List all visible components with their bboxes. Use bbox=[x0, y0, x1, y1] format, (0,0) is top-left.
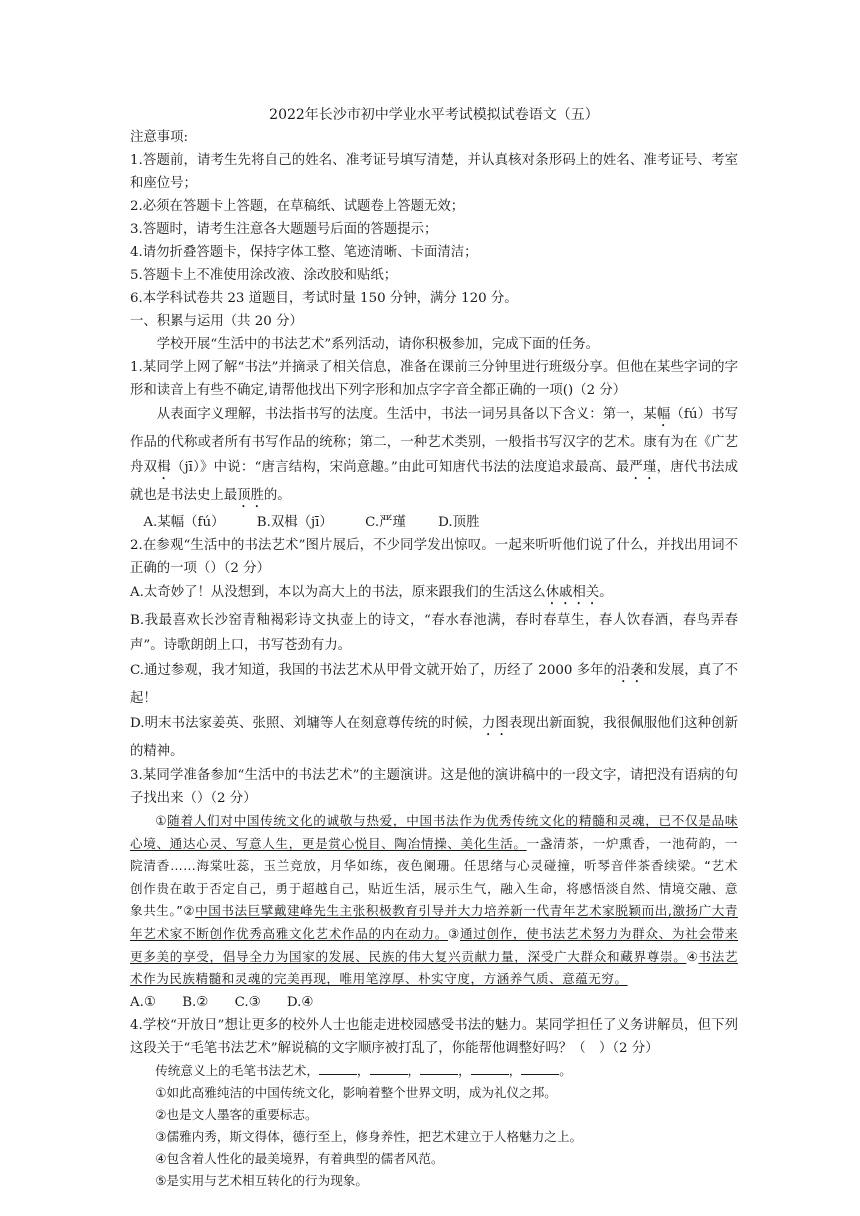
notice-item: 4.请勿折叠答题卡，保持字体工整、笔迹清晰、卡面清洁； bbox=[130, 245, 478, 260]
sentence-item: ①如此高雅纯洁的中国传统文化，影响着整个世界文明，成为礼仪之邦。 bbox=[155, 1084, 557, 1100]
option-b[interactable]: B.双楫（jī） bbox=[256, 515, 333, 530]
sentence-item: ⑤是实用与艺术相互转化的行为现象。 bbox=[155, 1172, 368, 1188]
question-1-options bbox=[130, 511, 738, 534]
section-intro: 学校开展“生活中的书法艺术”系列活动，请你积极参加，完成下面的任务。 bbox=[156, 337, 599, 352]
question-1-passage: 从表面字义理解，书法指书写的法度。生活中，书法一词另具备以下含义：第一，某幅（fú）书写作品的代称或者所有书写作品的统称；第二，一种艺术类别，一般指书写汉字的艺术。康有为在《广艺舟双楫（jī）》中说：“唐言结构，宋尚意趣。”由此可知唐代书法的法度追求最高、最严瑾，唐代书法成就也是书法史上最顶胜的。 bbox=[130, 407, 739, 503]
answer-blank[interactable] bbox=[521, 1062, 559, 1075]
dotted-word: 沿袭 bbox=[617, 663, 644, 678]
notice-heading: 注意事项: bbox=[130, 130, 189, 145]
question-2-option-a[interactable]: A.太奇妙了！从没想到，本以为高大上的书法，原来跟我们的生活这么休戚相关。 bbox=[130, 585, 613, 600]
question-3-options bbox=[130, 991, 738, 1014]
notice-item: 1.答题前，请考生先将自己的姓名、准考证号填写清楚，并认真核对条形码上的姓名、准考证号、考室和座位号； bbox=[130, 153, 738, 191]
answer-blank[interactable] bbox=[319, 1062, 357, 1075]
option-c[interactable]: C.③ bbox=[234, 994, 261, 1010]
question-3-speech: ①随着人们对中国传统文化的诚敬与热爱，中国书法作为优秀传统文化的精髓和灵魂，已不仅是品味心境、通达心灵、写意人生，更是赏心悦目、陶冶情操、美化生活。一盏清茶，一炉熏香，一池荷韵，一院清香……海棠吐蕊，玉兰竞放，月华如练，夜色阑珊。任思绪与心灵碰撞，听琴音伴茶香续梁。“艺术创作贵在敢于否定自己，勇于超越自己，贴近生活，展示生气，融入生命，将感悟淡自然、情境交融、意象共生。”②中国书法巨擘戴建峰先生主张积极教育引导并大力培养新一代青年艺术家脱颖而出,激扬广大青年艺术家不断创作优秀高雅文化艺术作品的内在动力。③通过创作，使书法艺术努力为群众、为社会带来更多美的享受，倡导全力为国家的发展、民族的伟大复兴贡献力量，深受广大群众和藏界尊崇。④书法艺术作为民族精髓和灵魂的完美再现，唯用笔淳厚、朴实守度，方涵养气质、意蕴无穷。 bbox=[130, 813, 739, 987]
sentence-item: ④包含着人性化的最美境界，有着典型的儒者风范。 bbox=[155, 1150, 444, 1166]
notice-item: 2.必须在答题卡上答题，在草稿纸、试题卷上答题无效； bbox=[130, 199, 465, 214]
sentence-1: 随着人们对中国传统文化的诚敬与热爱，中国书法作为优秀传统文化的精髓和灵魂，已不仅是品味心境、通达心灵、写意人生，更是赏心悦目、陶冶情操、美化生活。 bbox=[130, 813, 739, 851]
exam-page bbox=[130, 104, 738, 1192]
notice-item: 6.本学科试卷共 23 道题目，考试时量 150 分钟，满分 120 分。 bbox=[130, 291, 518, 306]
answer-blank[interactable] bbox=[420, 1062, 458, 1075]
dotted-word: 顶胜 bbox=[237, 488, 264, 503]
dotted-word: 休戚相关 bbox=[545, 585, 600, 600]
question-1-stem: 1.某同学上网了解“书法”并摘录了相关信息，准备在课前三分钟里进行班级分享。但他在某些字词的字形和读音上有些不确定,请帮他找出下列字形和加点字字音全都正确的一项()（2 分） bbox=[130, 360, 738, 398]
question-4-lead: 传统意义上的毛笔书法艺术， ， ， ， ， 。 bbox=[155, 1062, 572, 1078]
question-2-option-d[interactable]: D.明末书法家姜英、张照、刘墉等人在刻意尊传统的时候，力图表现出新面貌，我很佩服他们这种创新的精神。 bbox=[130, 716, 739, 759]
sentence-item: ②也是文人墨客的重要标志。 bbox=[155, 1106, 318, 1122]
dotted-word: 幅 bbox=[656, 407, 671, 422]
option-d[interactable]: D.顶胜 bbox=[438, 515, 480, 530]
question-2-option-b[interactable]: B.我最喜欢长沙窑青釉褐彩诗文执壶上的诗文，“春水春池满，春时春草生，春人饮春酒，春鸟弄春声”。诗歌朗朗上口，书写苍劲有力。 bbox=[130, 613, 738, 653]
option-b[interactable]: B.② bbox=[182, 994, 209, 1010]
notice-item: 5.答题卡上不准使用涂改液、涂改胶和贴纸； bbox=[130, 268, 398, 283]
option-a[interactable]: A.① bbox=[130, 994, 156, 1010]
answer-blank[interactable] bbox=[471, 1062, 509, 1075]
section-heading: 一、积累与运用（共 20 分） bbox=[130, 314, 303, 329]
option-c[interactable]: C.严瑾 bbox=[365, 515, 406, 530]
dotted-word: 力图 bbox=[481, 716, 509, 731]
dotted-word: 严瑾 bbox=[629, 460, 657, 475]
question-4-stem: 4.学校“开放日”想让更多的校外人士也能走进校园感受书法的魅力。某同学担任了义务讲解员，但下列这段关于“毛笔书法艺术”解说稿的文字顺序被打乱了，你能帮他调整好吗？（ ）（2 分） bbox=[130, 1017, 738, 1056]
option-d[interactable]: D.④ bbox=[286, 994, 314, 1010]
page-title: 2022年长沙市初中学业水平考试模拟试卷语文（五） bbox=[269, 107, 599, 123]
sentence-2: 中国书法巨擘戴建峰先生主张积极教育引导并大力培养新一代青年艺术家脱颖而出,激扬广大青年艺术家不断创作优秀高雅文化艺术作品的内在动力。 bbox=[130, 903, 738, 941]
notice-item: 3.答题时，请考生注意各大题题号后面的答题提示； bbox=[130, 222, 438, 237]
sentence-3: 通过创作，使书法艺术努力为群众、为社会带来更多美的享受，倡导全力为国家的发展、民族的伟大复兴贡献力量，深受广大群众和藏界尊崇。 bbox=[130, 925, 739, 964]
dotted-word: 楫 bbox=[157, 460, 171, 475]
question-3-stem: 3.某同学准备参加“生活中的书法艺术”的主题演讲。这是他的演讲稿中的一段文字，请把没有语病的句子找出来（）（2 分） bbox=[130, 768, 738, 806]
sentence-item: ③儒雅内秀，斯文得体，德行至上，修身养性，把艺术建立于人格魅力之上。 bbox=[155, 1128, 583, 1144]
option-a[interactable]: A.某幅（fú） bbox=[143, 515, 225, 530]
sentence-4: 书法艺术作为民族精髓和灵魂的完美再现，唯用笔淳厚、朴实守度，方涵养气质、意蕴无穷。 bbox=[130, 948, 739, 987]
answer-blank[interactable] bbox=[370, 1062, 408, 1075]
question-2-stem: 2.在参观“生活中的书法艺术”图片展后，不少同学发出惊叹。一起来听听他们说了什么，并找出用词不正确的一项（）（2 分） bbox=[130, 538, 738, 576]
question-2-option-c[interactable]: C.通过参观，我才知道，我国的书法艺术从甲骨文就开始了，历经了 2000 多年的沿袭和发展，真了不起！ bbox=[130, 663, 739, 706]
